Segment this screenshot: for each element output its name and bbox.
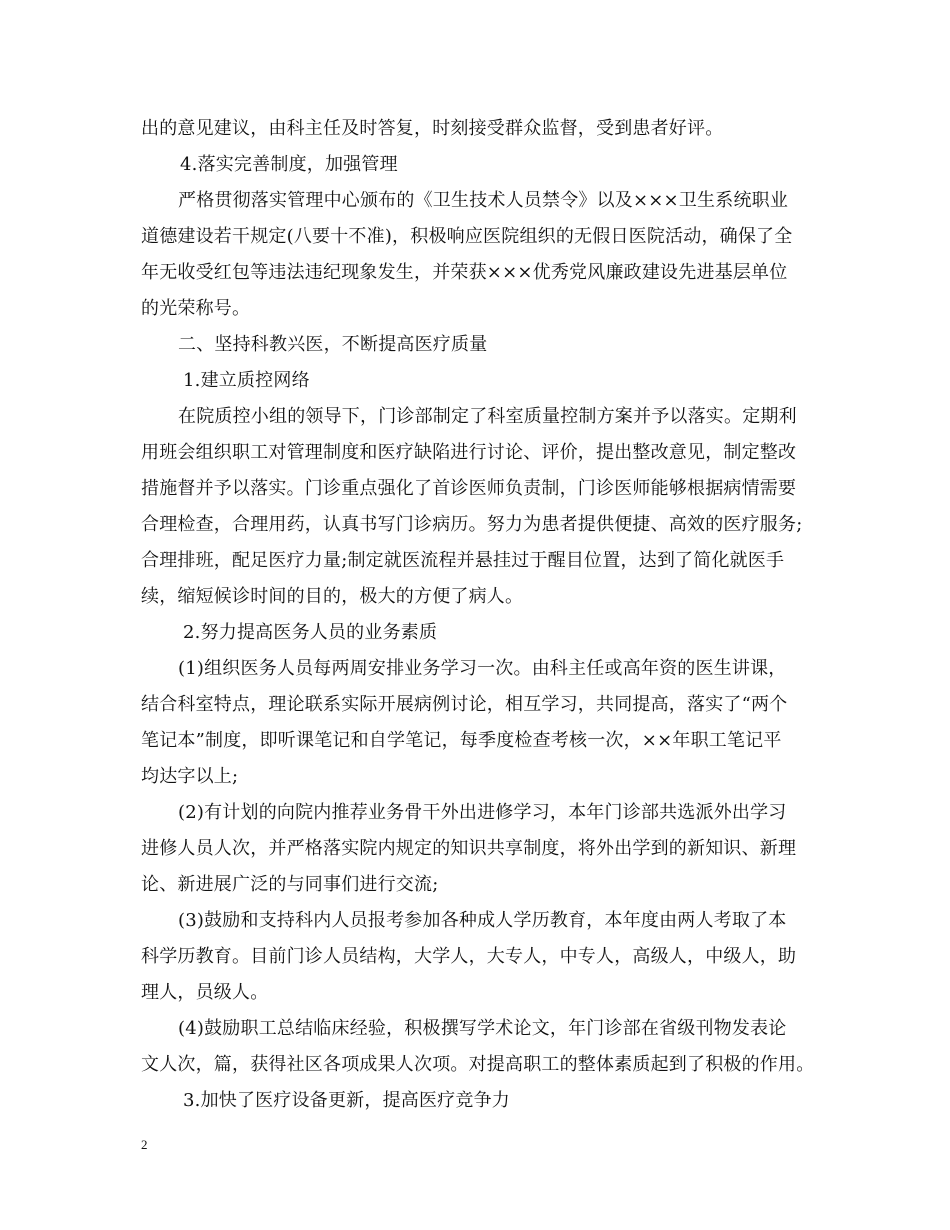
text-line: 的光荣称号。 xyxy=(141,298,251,319)
text-line: 严格贯彻落实管理中心颁布的《卫生技术人员禁令》以及×××卫生系统职业 xyxy=(178,190,789,211)
section-heading: 二、坚持科教兴医，不断提高医疗质量 xyxy=(178,334,488,355)
text-line: 在院质控小组的领导下，门诊部制定了科室质量控制方案并予以落实。定期利 xyxy=(178,406,797,427)
text-line: 论、新进展广泛的与同事们进行交流; xyxy=(141,874,439,895)
text-line: 续，缩短候诊时间的目的，极大的方便了病人。 xyxy=(141,586,524,607)
section-heading: 2.努力提高医务人员的业务素质 xyxy=(183,622,438,643)
section-heading: 3.加快了医疗设备更新，提高医疗竞争力 xyxy=(183,1090,510,1111)
text-line: 年无收受红包等违法违纪现象发生，并荣获×××优秀党风廉政建设先进基层单位 xyxy=(141,262,788,283)
section-heading: 4.落实完善制度，加强管理 xyxy=(180,154,398,175)
text-line: 出的意见建议，由科主任及时答复，时刻接受群众监督，受到患者好评。 xyxy=(141,118,724,139)
text-line: 理人，员级人。 xyxy=(141,982,269,1003)
text-line: 合理检查，合理用药，认真书写门诊病历。努力为患者提供便捷、高效的医疗服务; xyxy=(141,514,803,535)
text-line: 进修人员人次，并严格落实院内规定的知识共享制度，将外出学到的新知识、新理 xyxy=(141,838,797,859)
text-line: 用班会组织职工对管理制度和医疗缺陷进行讨论、评价，提出整改意见，制定整改 xyxy=(141,442,797,463)
text-line: (3)鼓励和支持科内人员报考参加各种成人学历教育，本年度由两人考取了本 xyxy=(178,910,787,931)
section-heading: 1.建立质控网络 xyxy=(183,370,310,391)
text-line: 道德建设若干规定(八要十不准)，积极响应医院组织的无假日医院活动，确保了全 xyxy=(141,226,793,247)
text-line: 文人次，篇，获得社区各项成果人次项。对提高职工的整体素质起到了积极的作用。 xyxy=(141,1054,815,1075)
text-line: (2)有计划的向院内推荐业务骨干外出进修学习，本年门诊部共选派外出学习 xyxy=(178,802,787,823)
text-line: 合理排班，配足医疗力量;制定就医流程并悬挂过于醒目位置，达到了简化就医手 xyxy=(141,550,785,571)
text-line: 均达字以上; xyxy=(141,766,239,787)
text-line: 措施督并予以落实。门诊重点强化了首诊医师负责制，门诊医师能够根据病情需要 xyxy=(141,478,797,499)
text-line: 笔记本”制度，即听课笔记和自学笔记，每季度检查考核一次，××年职工笔记平 xyxy=(141,730,782,751)
text-line: (4)鼓励职工总结临床经验，积极撰写学术论文，年门诊部在省级刊物发表论 xyxy=(178,1018,787,1039)
text-line: 结合科室特点，理论联系实际开展病例讨论，相互学习，共同提高，落实了“两个 xyxy=(141,694,788,715)
text-line: (1)组织医务人员每两周安排业务学习一次。由科主任或高年资的医生讲课， xyxy=(178,658,787,679)
text-line: 科学历教育。目前门诊人员结构，大学人，大专人，中专人，高级人，中级人，助 xyxy=(141,946,797,967)
page-number: 2 xyxy=(141,1137,148,1152)
